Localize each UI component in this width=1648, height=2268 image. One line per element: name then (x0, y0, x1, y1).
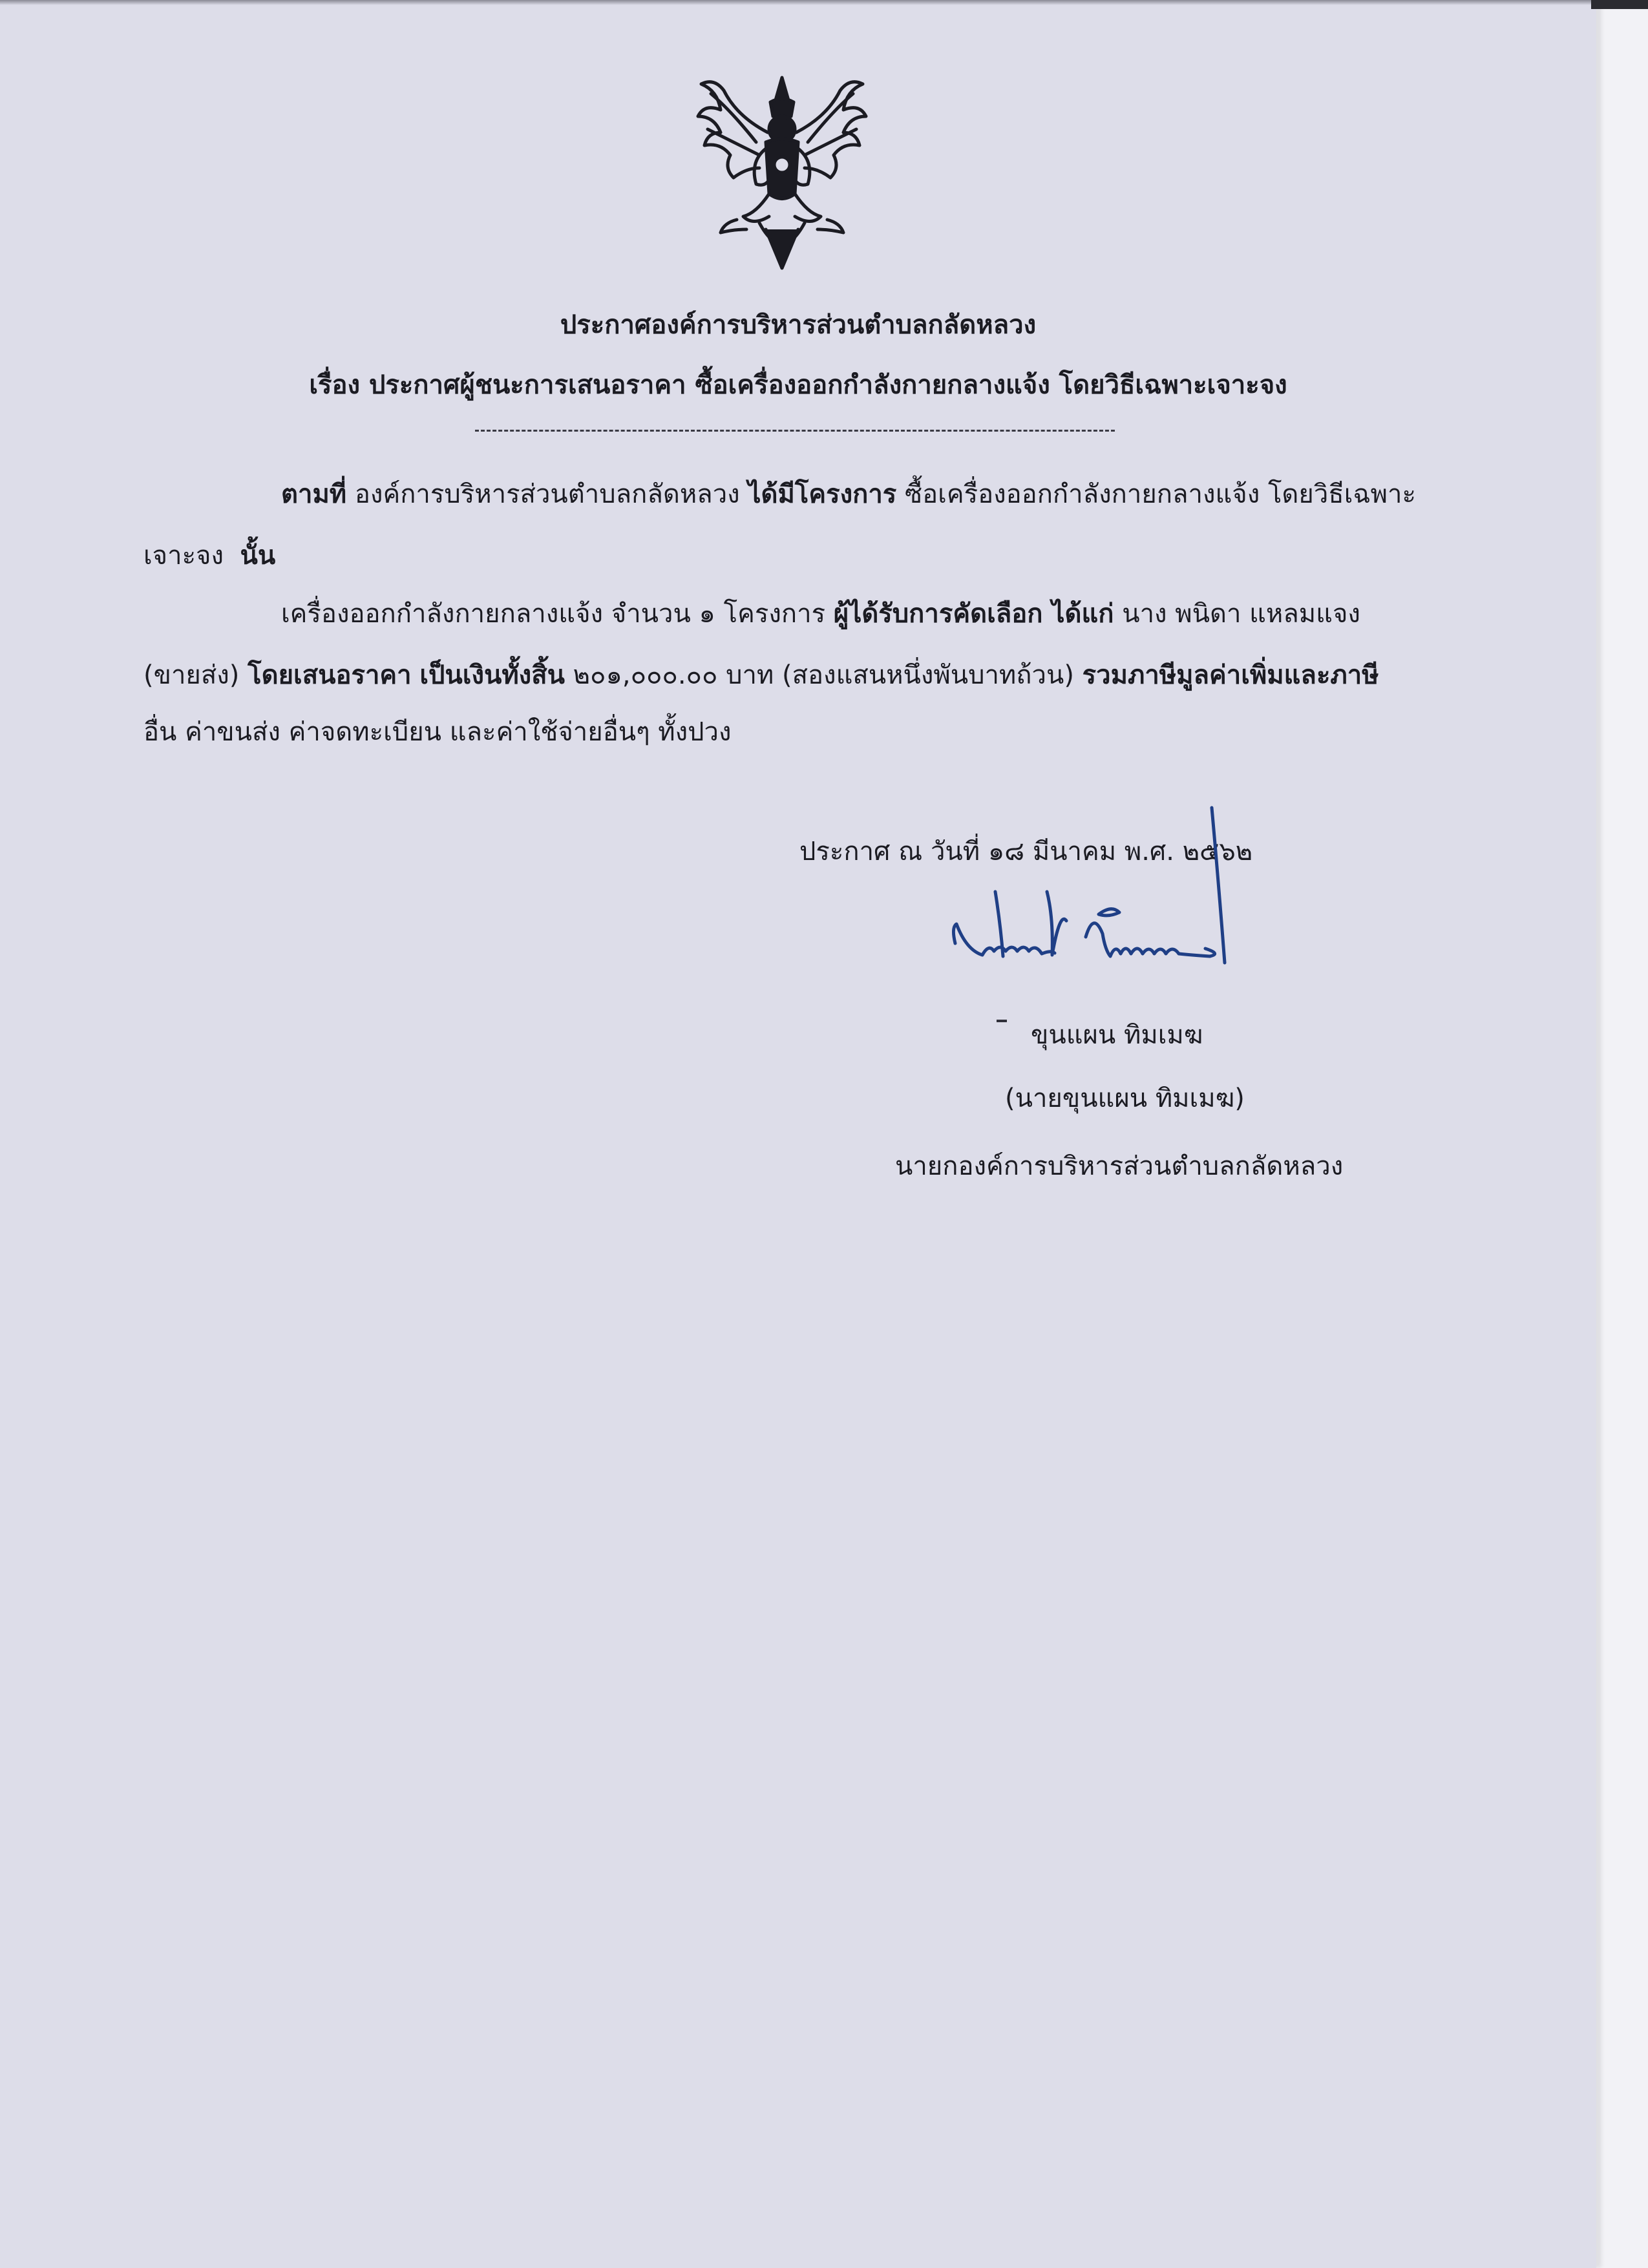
paragraph-2-line-2 (143, 662, 1379, 688)
announcement-subject: เรื่อง ประกาศผู้ชนะการเสนอราคา ซื้อเครื่องออกกำลังกายกลางแจ้ง โดยวิธีเฉพาะเจาะจง (309, 370, 1287, 400)
paragraph-2-line-1 (281, 601, 1360, 627)
announce-date: ประกาศ ณ วันที่ ๑๘ มีนาคม พ.ศ. ๒๕๖๒ (799, 837, 1253, 866)
handwritten-signature-icon (950, 801, 1299, 1008)
p1-text-1: องค์การบริหารส่วนตำบลกลัดหลวง (346, 479, 748, 509)
signer-position: นายกองค์การบริหารส่วนตำบลกลัดหลวง (895, 1151, 1344, 1181)
p2-bold-1: ผู้ได้รับการคัดเลือก ได้แก่ (833, 599, 1114, 629)
signer-full-name: (นายขุนแผน ทิมเมฆ) (1005, 1084, 1245, 1113)
garuda-emblem-icon (685, 71, 879, 278)
p2-l2-bold-1: โดยเสนอราคา (248, 660, 412, 690)
p2-text-2: นาง พนิดา แหลมแจง (1114, 599, 1360, 629)
p1-bold-1: ได้มีโครงการ (748, 479, 897, 509)
paragraph-1-line-2 (143, 543, 275, 569)
p2-l2-text-2: ๒๐๑,๐๐๐.๐๐ บาท (สองแสนหนึ่งพันบาทถ้วน) (564, 660, 1083, 690)
p2-l2-bold-2: เป็นเงินทั้งสิ้น (419, 660, 565, 690)
signature-dash-mark (997, 1020, 1007, 1022)
p1-lead: ตามที่ (281, 479, 347, 509)
p2-text-1: เครื่องออกกำลังกายกลางแจ้ง จำนวน ๑ โครงการ (281, 599, 834, 629)
p2-l2-bold-3: รวมภาษีมูลค่าเพิ่มและภาษี (1082, 660, 1379, 690)
announcement-title: ประกาศองค์การบริหารส่วนตำบลกลัดหลวง (560, 310, 1037, 340)
paragraph-2-line-3: อื่น ค่าขนส่ง ค่าจดทะเบียน และค่าใช้จ่ายอื่นๆ ทั้งปวง (143, 717, 732, 747)
p1-text-2: ซื้อเครื่องออกกำลังกายกลางแจ้ง โดยวิธีเฉพาะ (896, 479, 1416, 509)
scan-edge-top (0, 0, 1596, 5)
paragraph-1-line-1 (281, 481, 1416, 507)
signer-name: ขุนแผน ทิมเมฆ (1031, 1020, 1203, 1050)
scan-corner-shadow (1591, 0, 1648, 9)
p1-cont: เจาะจง (143, 541, 224, 571)
p1-end: นั้น (240, 541, 276, 571)
p2-l2-text-1: (ขายส่ง) (143, 660, 248, 690)
separator-rule (475, 430, 1115, 432)
